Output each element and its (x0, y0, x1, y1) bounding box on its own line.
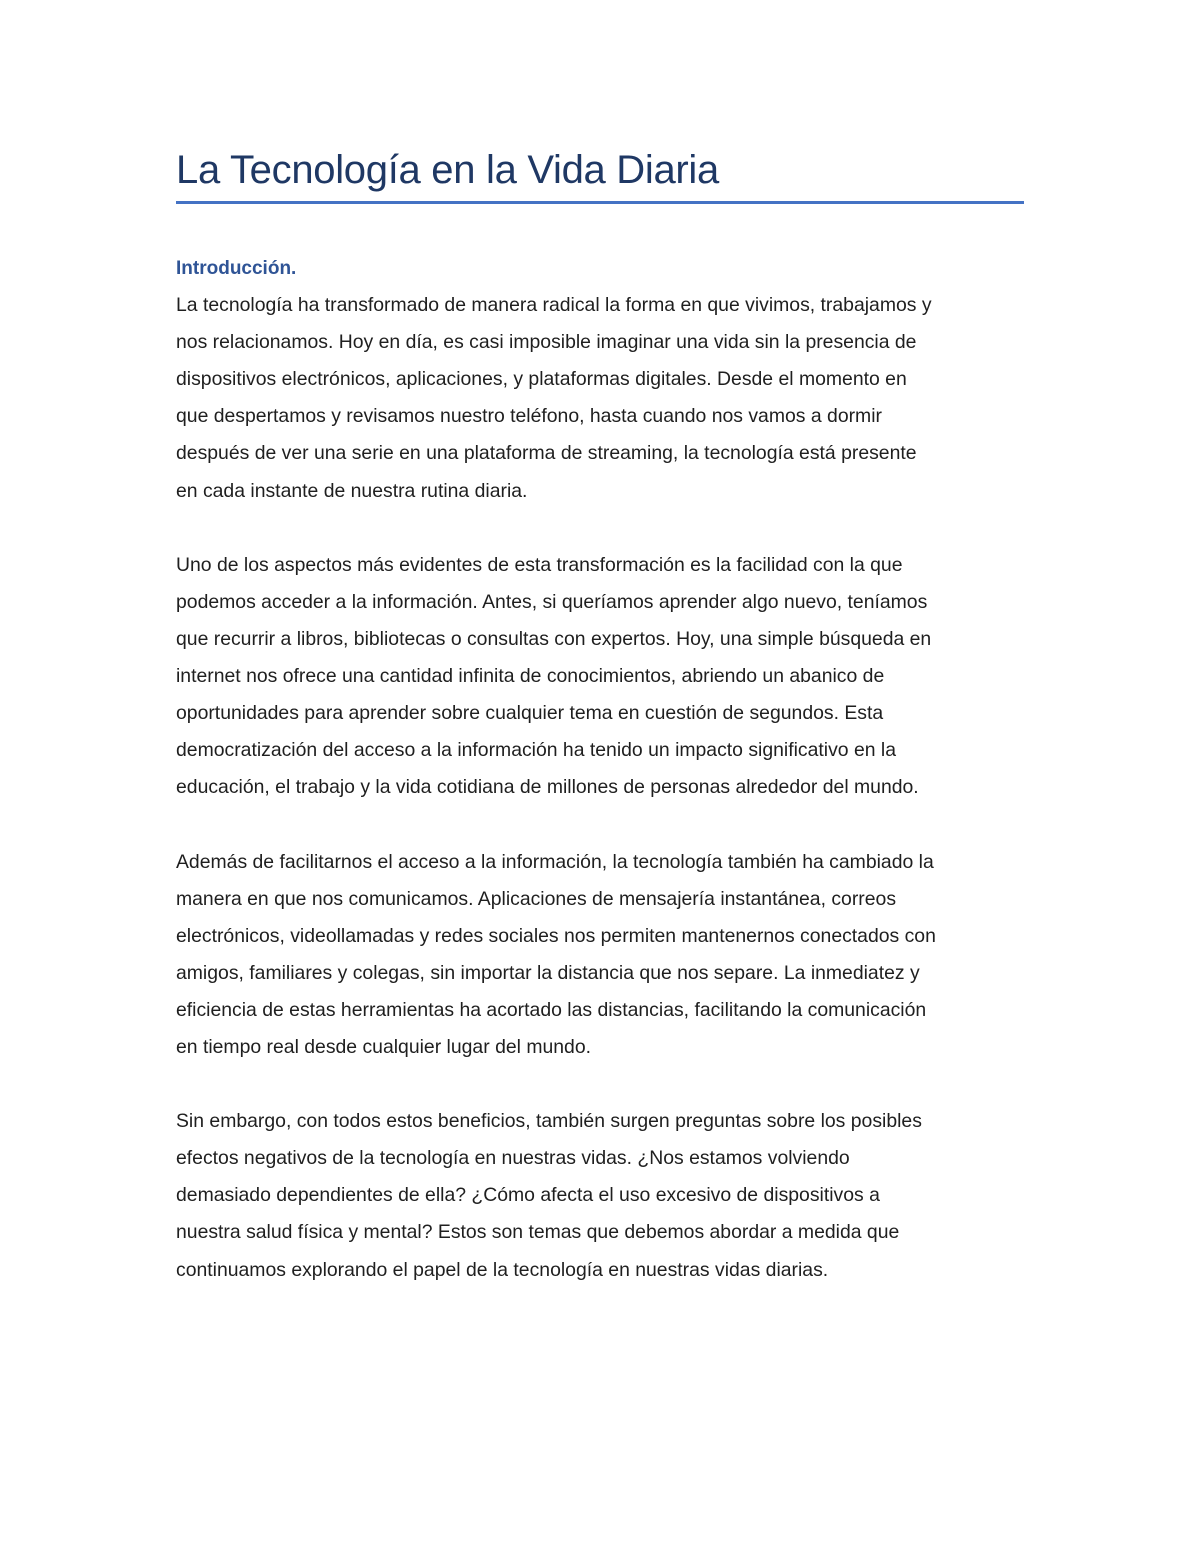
text-line: oportunidades para aprender sobre cualquier tema en cuestión de segundos. Esta (176, 702, 884, 725)
text-line: que despertamos y revisamos nuestro teléfono, hasta cuando nos vamos a dormir (176, 405, 882, 428)
paragraph-3 (176, 844, 1036, 1067)
document-title: La Tecnología en la Vida Diaria (176, 148, 719, 192)
text-line: en cada instante de nuestra rutina diaria. (176, 479, 528, 502)
text-line: nuestra salud física y mental? Estos son temas que debemos abordar a medida que (176, 1221, 900, 1244)
text-line: democratización del acceso a la información ha tenido un impacto significativo en la (176, 739, 897, 762)
text-line: amigos, familiares y colegas, sin importar la distancia que nos separe. La inmediatez y (176, 961, 920, 984)
text-line: podemos acceder a la información. Antes, si queríamos aprender algo nuevo, teníamos (176, 590, 928, 613)
text-line: educación, el trabajo y la vida cotidiana de millones de personas alrededor del mundo. (176, 776, 919, 799)
text-line: efectos negativos de la tecnología en nuestras vidas. ¿Nos estamos volviendo (176, 1147, 850, 1170)
paragraph-1 (176, 287, 1036, 510)
text-line: eficiencia de estas herramientas ha acortado las distancias, facilitando la comunicación (176, 998, 927, 1021)
text-line: en tiempo real desde cualquier lugar del mundo. (176, 1035, 592, 1058)
paragraph-4 (176, 1103, 1036, 1288)
document-body (176, 250, 1036, 1326)
text-line: electrónicos, videollamadas y redes sociales nos permiten mantenernos conectados con (176, 924, 936, 947)
intro-heading: Introducción. (176, 258, 297, 279)
text-line: La tecnología ha transformado de manera radical la forma en que vivimos, trabajamos y (176, 294, 932, 317)
text-line: Además de facilitarnos el acceso a la información, la tecnología también ha cambiado la (176, 850, 934, 873)
paragraph-2 (176, 547, 1036, 807)
text-line: manera en que nos comunicamos. Aplicaciones de mensajería instantánea, correos (176, 887, 897, 910)
text-line: demasiado dependientes de ella? ¿Cómo afecta el uso excesivo de dispositivos a (176, 1184, 880, 1207)
text-line: nos relacionamos. Hoy en día, es casi imposible imaginar una vida sin la presencia de (176, 331, 917, 354)
text-line: Uno de los aspectos más evidentes de esta transformación es la facilidad con la que (176, 553, 903, 576)
text-line: continuamos explorando el papel de la tecnología en nuestras vidas diarias. (176, 1258, 829, 1281)
title-underline (176, 201, 1024, 204)
text-line: después de ver una serie en una plataforma de streaming, la tecnología está presente (176, 442, 917, 465)
text-line: que recurrir a libros, bibliotecas o consultas con expertos. Hoy, una simple búsqueda en (176, 627, 932, 650)
text-line: dispositivos electrónicos, aplicaciones, y plataformas digitales. Desde el momento en (176, 368, 907, 391)
text-line: Sin embargo, con todos estos beneficios, también surgen preguntas sobre los posibles (176, 1110, 922, 1133)
text-line: internet nos ofrece una cantidad infinita de conocimientos, abriendo un abanico de (176, 665, 885, 688)
